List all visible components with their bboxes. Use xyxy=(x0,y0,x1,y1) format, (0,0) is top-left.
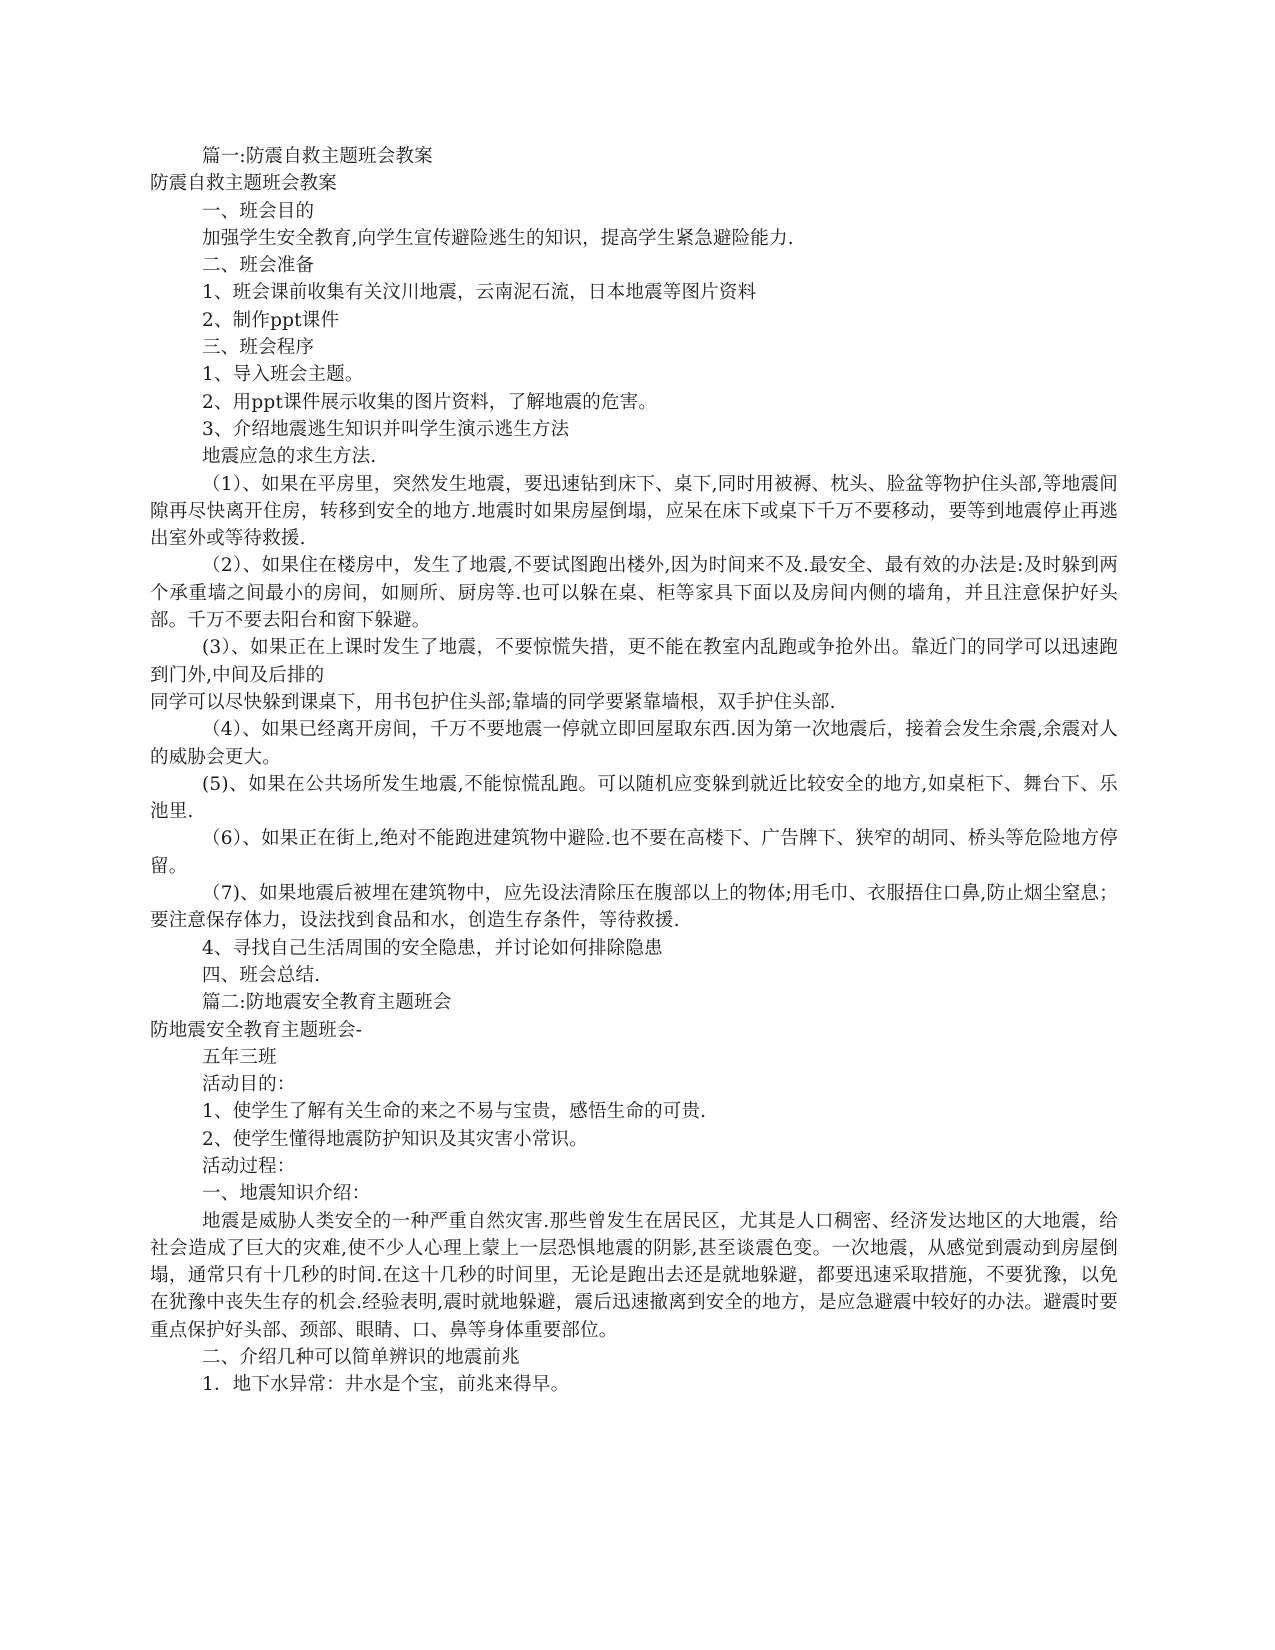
paragraph: （6）、如果正在街上,绝对不能跑进建筑物中避险.也不要在高楼下、广告牌下、狭窄的胡同、桥头等危险地方停留。 xyxy=(150,828,1118,877)
paragraph: 地震是威胁人类安全的一种严重自然灾害.那些曾发生在居民区，尤其是人口稠密、经济发达地区的大地震，给社会造成了巨大的灾难,使不少人心理上蒙上一层恐惧地震的阴影,甚至谈震色变。一次地震，从感觉到震动到房屋倒塌，通常只有十几秒的时间.在这十几秒的时间里，无论是跑出去还是就地躲避，都要迅速采取措施，不要犹豫，以免在犹豫中丧失生存的机会.经验表明,震时就地躲避，震后迅速撤离到安全的地方，是应急避震中较好的办法。避震时要重点保护好头部、颈部、眼睛、口、鼻等身体重要部位。 xyxy=(150,1210,1118,1341)
paragraph: 一、地震知识介绍： xyxy=(202,1183,371,1205)
document-page xyxy=(150,143,1118,1399)
paragraph: 1．地下水异常：井水是个宝，前兆来得早。 xyxy=(202,1374,570,1396)
paragraph: 1、班会课前收集有关汶川地震，云南泥石流，日本地震等图片资料 xyxy=(202,282,757,304)
paragraph: 活动过程： xyxy=(202,1155,296,1177)
paragraph: 2、用ppt课件展示收集的图片资料，了解地震的危害。 xyxy=(202,391,658,413)
paragraph: （2）、如果住在楼房中，发生了地震,不要试图跑出楼外,因为时间来不及.最安全、最有效的办法是:及时躲到两个承重墙之间最小的房间，如厕所、厨房等.也可以躲在桌、柜等家具下面以及房间内侧的墙角，并且注意保护好头部。千万不要去阳台和窗下躲避。 xyxy=(150,555,1118,632)
paragraph: 篇一:防震自救主题班会教案 xyxy=(202,146,433,167)
paragraph: 4、寻找自己生活周围的安全隐患，并讨论如何排除隐患 xyxy=(202,937,663,959)
paragraph: 二、班会准备 xyxy=(202,255,315,277)
paragraph: 1、导入班会主题。 xyxy=(202,364,364,386)
paragraph: 篇二:防地震安全教育主题班会 xyxy=(202,992,452,1014)
paragraph: (5)、如果在公共场所发生地震,不能惊慌乱跑。可以随机应变躲到就近比较安全的地方,如桌柜下、舞台下、乐池里. xyxy=(150,773,1118,823)
paragraph: 二、介绍几种可以简单辨识的地震前兆 xyxy=(202,1347,520,1369)
paragraph: 防地震安全教育主题班会- xyxy=(150,1019,363,1041)
paragraph: 五年三班 xyxy=(202,1046,277,1068)
paragraph: 防震自救主题班会教案 xyxy=(150,173,338,195)
paragraph: 3、介绍地震逃生知识并叫学生演示逃生方法 xyxy=(202,418,570,440)
paragraph: 地震应急的求生方法. xyxy=(202,446,377,468)
paragraph: (3）、如果正在上课时发生了地震，不要惊慌失措，更不能在教室内乱跑或争抢外出。靠近门的同学可以迅速跑到门外,中间及后排的 xyxy=(150,637,1118,686)
paragraph: （1）、如果在平房里，突然发生地震，要迅速钻到床下、桌下,同时用被褥、枕头、脸盆等物护住头部,等地震间隙再尽快离开住房，转移到安全的地方.地震时如果房屋倒塌，应呆在床下或桌下千万不要移动，要等到地震停止再逃出室外或等待救援. xyxy=(150,473,1118,550)
paragraph: 加强学生安全教育,向学生宣传避险逃生的知识，提高学生紧急避险能力. xyxy=(202,227,794,249)
paragraph: （4）、如果已经离开房间，千万不要地震一停就立即回屋取东西.因为第一次地震后，接着会发生余震,余震对人的威胁会更大。 xyxy=(150,719,1118,768)
paragraph: 四、班会总结. xyxy=(202,964,321,986)
paragraph: （7)、如果地震后被埋在建筑物中，应先设法清除压在腹部以上的物体;用毛巾、衣服捂住口鼻,防止烟尘窒息；要注意保存体力，设法找到食品和水，创造生存条件，等待救援. xyxy=(150,883,1118,932)
paragraph: 三、班会程序 xyxy=(202,337,315,359)
paragraph: 1、使学生了解有关生命的来之不易与宝贵，感悟生命的可贵. xyxy=(202,1101,707,1123)
paragraph: 一、班会目的 xyxy=(202,200,315,222)
paragraph: 2、使学生懂得地震防护知识及其灾害小常识。 xyxy=(202,1128,588,1150)
paragraph: 同学可以尽快躲到课桌下，用书包护住头部;靠墙的同学要紧靠墙根，双手护住头部. xyxy=(150,691,836,713)
paragraph: 2、制作ppt课件 xyxy=(202,309,340,331)
paragraph: 活动目的： xyxy=(202,1074,296,1096)
